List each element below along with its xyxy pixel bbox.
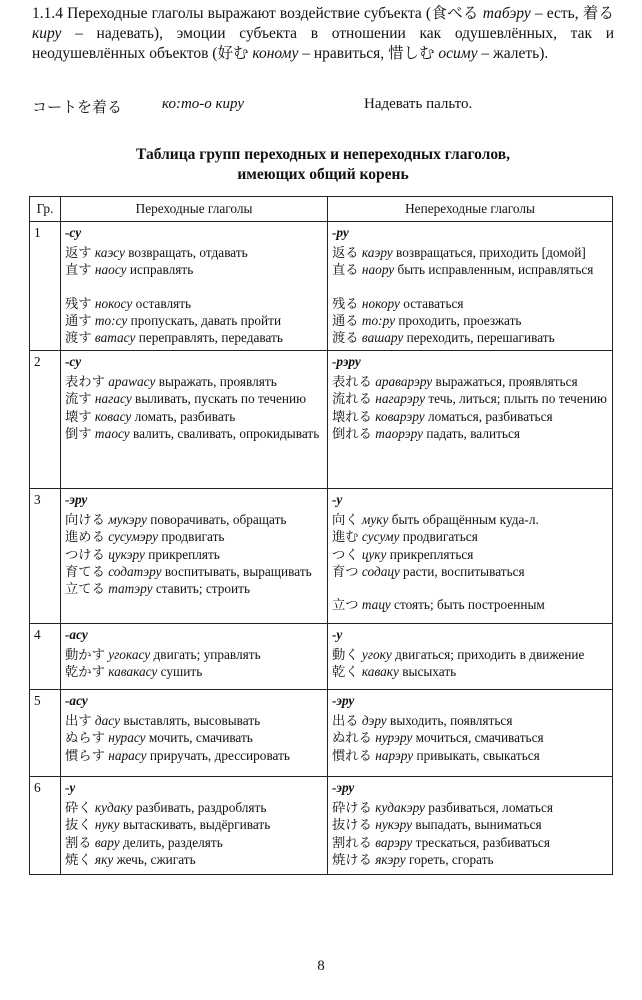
verb-japanese: 残る bbox=[332, 295, 359, 311]
verb-meaning: выражаться, проявляться bbox=[435, 374, 578, 390]
verb-suffix: -асу bbox=[65, 627, 88, 642]
table-row bbox=[30, 489, 613, 624]
verb-japanese: 直す bbox=[65, 262, 92, 278]
group-number: 2 bbox=[30, 351, 61, 489]
verb-entry bbox=[332, 408, 608, 425]
verb-japanese: 焼く bbox=[65, 851, 92, 867]
verb-suffix: -эру bbox=[65, 492, 88, 507]
verb-entry bbox=[332, 816, 608, 833]
verb-japanese: つく bbox=[332, 546, 359, 562]
verb-reading: нокосу bbox=[94, 295, 133, 311]
table-row bbox=[30, 351, 613, 489]
verb-japanese: 抜く bbox=[65, 817, 92, 833]
intransitive-cell bbox=[328, 222, 613, 351]
jp-word: 食べる bbox=[431, 5, 479, 22]
verb-entry bbox=[65, 646, 323, 663]
verb-japanese: 倒す bbox=[65, 425, 92, 441]
jp-word: 好む bbox=[217, 45, 249, 62]
verb-reading: нуку bbox=[94, 817, 120, 833]
verb-reading: таосу bbox=[94, 425, 130, 441]
verb-meaning: проходить, проезжать bbox=[398, 312, 522, 328]
verb-japanese: 壊れる bbox=[332, 408, 372, 424]
verb-reading: араwасу bbox=[108, 374, 156, 390]
section-number: 1.1.4 bbox=[32, 5, 63, 22]
verb-reading: кудаку bbox=[94, 800, 133, 816]
verb-japanese: 乾かす bbox=[65, 664, 105, 680]
verb-japanese: 表れる bbox=[332, 374, 372, 390]
group-number: 3 bbox=[30, 489, 61, 624]
verb-meaning: переправлять, передавать bbox=[138, 330, 283, 346]
verb-entry bbox=[65, 546, 323, 563]
verb-entry bbox=[332, 712, 608, 729]
verb-entry bbox=[65, 329, 323, 346]
verb-meaning: жечь, сжигать bbox=[116, 851, 196, 867]
verb-reading: угоку bbox=[361, 647, 392, 663]
verb-japanese: 動かす bbox=[65, 647, 105, 663]
verb-meaning: ставить; строить bbox=[155, 581, 251, 597]
verb-meaning: воспитывать, выращивать bbox=[164, 563, 312, 579]
verb-japanese: 出す bbox=[65, 713, 92, 729]
verb-meaning: ломать, разбивать bbox=[134, 408, 236, 424]
verb-reading: нурэру bbox=[375, 730, 413, 746]
table-row bbox=[30, 777, 613, 875]
verb-meaning: гореть, сгорать bbox=[409, 851, 494, 867]
verb-meaning: выходить, появляться bbox=[390, 713, 513, 729]
verb-meaning: сушить bbox=[160, 664, 203, 680]
verb-japanese: 渡す bbox=[65, 330, 92, 346]
intransitive-cell bbox=[328, 624, 613, 690]
verb-entry bbox=[65, 729, 323, 746]
verb-japanese: ぬれる bbox=[332, 730, 372, 746]
reading: киру bbox=[32, 25, 62, 42]
verb-meaning: разбиваться, ломаться bbox=[428, 800, 553, 816]
verb-meaning: исправлять bbox=[129, 262, 194, 278]
verb-meaning: выражать, проявлять bbox=[158, 374, 277, 390]
verb-meaning: двигать; управлять bbox=[153, 647, 261, 663]
verb-meaning: продвигаться bbox=[402, 529, 478, 545]
verb-entry bbox=[332, 747, 608, 764]
verb-reading: яку bbox=[94, 851, 114, 867]
verb-meaning: выпадать, выниматься bbox=[415, 817, 542, 833]
verb-japanese: 渡る bbox=[332, 330, 359, 346]
verb-meaning: выливать, пускать по течению bbox=[135, 391, 307, 407]
verb-reading: сусумэру bbox=[108, 529, 159, 545]
verb-meaning: расти, воспитываться bbox=[403, 563, 525, 579]
intransitive-cell bbox=[328, 489, 613, 624]
verb-reading: нарасу bbox=[108, 747, 147, 763]
verb-japanese: 倒れる bbox=[332, 425, 372, 441]
example-translation: Надевать пальто. bbox=[364, 96, 473, 112]
transitive-cell bbox=[61, 624, 328, 690]
verb-entry bbox=[332, 312, 608, 329]
verb-reading: кудакэру bbox=[375, 800, 425, 816]
verb-reading: дасу bbox=[94, 713, 121, 729]
verb-reading: тацу bbox=[361, 597, 391, 613]
verb-meaning: возвращаться, приходить [домой] bbox=[396, 245, 586, 261]
verb-meaning: прикрепляться bbox=[389, 546, 474, 562]
verb-japanese: 壊す bbox=[65, 408, 92, 424]
verb-entry bbox=[65, 747, 323, 764]
verb-entry bbox=[332, 646, 608, 663]
verb-japanese: つける bbox=[65, 546, 105, 562]
verb-reading: татэру bbox=[108, 581, 153, 597]
verb-suffix: -у bbox=[65, 780, 76, 795]
verb-reading: нокору bbox=[361, 295, 400, 311]
verb-entry bbox=[332, 834, 608, 851]
verb-meaning: выставлять, высовывать bbox=[123, 713, 261, 729]
verb-meaning: мочить, смачивать bbox=[148, 730, 253, 746]
verb-japanese: 割れる bbox=[332, 834, 372, 850]
verb-reading: нагасу bbox=[94, 391, 132, 407]
header-transitive: Переходные глаголы bbox=[61, 197, 328, 222]
group-number: 5 bbox=[30, 690, 61, 777]
verb-japanese: 割る bbox=[65, 834, 92, 850]
verb-entry bbox=[332, 390, 608, 407]
verb-entry bbox=[332, 329, 608, 346]
verb-entry bbox=[332, 546, 608, 563]
verb-entry bbox=[332, 596, 608, 613]
verb-japanese: 進める bbox=[65, 529, 105, 545]
verb-meaning: стоять; быть построенным bbox=[394, 597, 545, 613]
reading: осиму bbox=[438, 45, 478, 62]
verb-reading: сусуму bbox=[361, 529, 400, 545]
verb-entry bbox=[65, 712, 323, 729]
verb-meaning: оставаться bbox=[403, 295, 464, 311]
verb-entry bbox=[65, 663, 323, 680]
verb-meaning: оставлять bbox=[135, 295, 192, 311]
verb-entry bbox=[65, 373, 323, 390]
verb-reading: вашару bbox=[361, 330, 404, 346]
verb-japanese: 残す bbox=[65, 295, 92, 311]
transitive-cell bbox=[61, 222, 328, 351]
verb-japanese: 慣れる bbox=[332, 747, 372, 763]
verb-meaning: пропускать, давать пройти bbox=[130, 312, 282, 328]
verb-reading: ковасу bbox=[94, 408, 132, 424]
verb-entry bbox=[65, 528, 323, 545]
verb-japanese: 砕ける bbox=[332, 800, 372, 816]
verb-meaning: высыхать bbox=[402, 664, 457, 680]
intransitive-cell bbox=[328, 777, 613, 875]
verb-japanese: 立つ bbox=[332, 597, 359, 613]
verb-meaning: валить, сваливать, опрокидывать bbox=[133, 425, 320, 441]
verb-meaning: приручать, дрессировать bbox=[149, 747, 290, 763]
verb-reading: якэру bbox=[375, 851, 406, 867]
verb-reading: кавакасу bbox=[108, 664, 158, 680]
verb-japanese: 返る bbox=[332, 245, 359, 261]
verb-meaning: поворачивать, обращать bbox=[150, 512, 287, 528]
verb-reading: нагарэру bbox=[375, 391, 426, 407]
verb-reading: нурасу bbox=[108, 730, 146, 746]
verb-reading: наосу bbox=[94, 262, 127, 278]
verb-reading: нукэру bbox=[375, 817, 412, 833]
verb-entry bbox=[65, 511, 323, 528]
verb-reading: араварэру bbox=[375, 374, 433, 390]
verb-entry bbox=[65, 816, 323, 833]
verb-reading: каэру bbox=[361, 245, 393, 261]
verb-entry bbox=[332, 373, 608, 390]
verb-reading: нарэру bbox=[375, 747, 414, 763]
page-number: 8 bbox=[317, 958, 325, 974]
jp-word: 着る bbox=[582, 5, 614, 22]
verb-japanese: 動く bbox=[332, 647, 359, 663]
verb-suffix: -ру bbox=[332, 225, 349, 240]
verb-japanese: 流す bbox=[65, 391, 92, 407]
verb-entry bbox=[332, 261, 608, 278]
verb-entry bbox=[65, 580, 323, 597]
verb-entry bbox=[332, 425, 608, 442]
verb-meaning: падать, валиться bbox=[426, 425, 520, 441]
verb-japanese: 表わす bbox=[65, 374, 105, 390]
verb-reading: то:су bbox=[94, 312, 128, 328]
verb-entry bbox=[65, 244, 323, 261]
intro-paragraph: 1.1.4 Переходные глаголы выражают воздействие субъекта (食べる табэру – есть, 着る киру – надевать), эмоции субъекта в отношении как одушевлённых, так и неодушевлённых объектов (好む коному – нравиться, 惜しむ осиму – жалеть). bbox=[32, 5, 614, 62]
verb-japanese: 砕く bbox=[65, 800, 92, 816]
verb-reading: содацу bbox=[361, 563, 400, 579]
verb-japanese: 立てる bbox=[65, 581, 105, 597]
verb-entry bbox=[65, 425, 323, 442]
group-number: 4 bbox=[30, 624, 61, 690]
verb-suffix: -у bbox=[332, 492, 343, 507]
verb-reading: каэсу bbox=[94, 245, 125, 261]
table-row bbox=[30, 624, 613, 690]
verb-entry bbox=[332, 663, 608, 680]
verb-japanese: 通す bbox=[65, 312, 92, 328]
verb-groups-table bbox=[29, 196, 613, 875]
verb-japanese: 返す bbox=[65, 245, 92, 261]
verb-japanese: 向ける bbox=[65, 512, 105, 528]
header-group: Гр. bbox=[30, 197, 61, 222]
verb-meaning: ломаться, разбиваться bbox=[427, 408, 553, 424]
transitive-cell bbox=[61, 489, 328, 624]
jp-word: 惜しむ bbox=[388, 45, 435, 62]
verb-reading: содатэру bbox=[108, 563, 162, 579]
verb-entry bbox=[332, 528, 608, 545]
group-number: 6 bbox=[30, 777, 61, 875]
table-header-row bbox=[30, 197, 613, 222]
transitive-cell bbox=[61, 351, 328, 489]
verb-entry bbox=[65, 851, 323, 868]
verb-entry bbox=[332, 244, 608, 261]
verb-reading: ватасу bbox=[94, 330, 136, 346]
verb-meaning: быть исправленным, исправляться bbox=[397, 262, 594, 278]
verb-reading: угокасу bbox=[108, 647, 151, 663]
verb-entry bbox=[332, 851, 608, 868]
table-title: Таблица групп переходных и непереходных глаголов, имеющих общий корень bbox=[136, 146, 510, 183]
example-japanese: コートを着る bbox=[32, 100, 123, 116]
verb-meaning: трескаться, разбиваться bbox=[415, 834, 550, 850]
verb-meaning: двигаться; приходить в движение bbox=[395, 647, 585, 663]
verb-meaning: возвращать, отдавать bbox=[128, 245, 248, 261]
group-number: 1 bbox=[30, 222, 61, 351]
verb-japanese: 通る bbox=[332, 312, 359, 328]
verb-entry bbox=[332, 511, 608, 528]
verb-reading: дэру bbox=[361, 713, 387, 729]
verb-japanese: 抜ける bbox=[332, 817, 372, 833]
verb-japanese: 育てる bbox=[65, 563, 105, 579]
verb-japanese: 向く bbox=[332, 512, 359, 528]
transitive-cell bbox=[61, 777, 328, 875]
verb-suffix: -эру bbox=[332, 780, 355, 795]
table-row bbox=[30, 690, 613, 777]
verb-reading: таорэру bbox=[375, 425, 423, 441]
verb-japanese: 直る bbox=[332, 262, 359, 278]
transitive-cell bbox=[61, 690, 328, 777]
verb-japanese: 流れる bbox=[332, 391, 372, 407]
verb-japanese: 出る bbox=[332, 713, 359, 729]
intransitive-cell bbox=[328, 351, 613, 489]
verb-japanese: ぬらす bbox=[65, 730, 105, 746]
verb-meaning: привыкать, свыкаться bbox=[416, 747, 540, 763]
verb-meaning: переходить, перешагивать bbox=[406, 330, 555, 346]
verb-meaning: разбивать, раздроблять bbox=[135, 800, 267, 816]
verb-entry bbox=[332, 563, 608, 580]
reading: табэру bbox=[482, 5, 531, 22]
verb-entry bbox=[65, 799, 323, 816]
verb-meaning: мочиться, смачиваться bbox=[415, 730, 544, 746]
verb-suffix: -су bbox=[65, 354, 82, 369]
table-body bbox=[30, 222, 613, 875]
verb-reading: каваку bbox=[361, 664, 399, 680]
verb-reading: то:ру bbox=[361, 312, 395, 328]
verb-suffix: -асу bbox=[65, 693, 88, 708]
verb-meaning: прикреплять bbox=[148, 546, 220, 562]
verb-entry bbox=[332, 729, 608, 746]
verb-entry bbox=[65, 834, 323, 851]
verb-reading: коварэру bbox=[375, 408, 425, 424]
verb-reading: вару bbox=[94, 834, 120, 850]
verb-entry bbox=[65, 295, 323, 312]
verb-reading: варэру bbox=[375, 834, 413, 850]
header-intransitive: Непереходные глаголы bbox=[328, 197, 613, 222]
verb-japanese: 育つ bbox=[332, 563, 359, 579]
verb-reading: наору bbox=[361, 262, 395, 278]
example-sentence bbox=[32, 96, 614, 118]
verb-japanese: 乾く bbox=[332, 664, 359, 680]
verb-reading: цукэру bbox=[108, 546, 145, 562]
verb-reading: муку bbox=[361, 512, 389, 528]
verb-entry bbox=[65, 408, 323, 425]
reading: коному bbox=[252, 45, 299, 62]
verb-reading: цуку bbox=[361, 546, 387, 562]
verb-meaning: продвигать bbox=[161, 529, 225, 545]
verb-entry bbox=[65, 390, 323, 407]
verb-meaning: быть обращённым куда-л. bbox=[391, 512, 539, 528]
verb-meaning: течь, литься; плыть по течению bbox=[428, 391, 607, 407]
table-row bbox=[30, 222, 613, 351]
verb-suffix: -су bbox=[65, 225, 82, 240]
verb-entry bbox=[65, 563, 323, 580]
verb-japanese: 慣らす bbox=[65, 747, 105, 763]
verb-meaning: вытаскивать, выдёргивать bbox=[122, 817, 271, 833]
intransitive-cell bbox=[328, 690, 613, 777]
verb-suffix: -у bbox=[332, 627, 343, 642]
example-reading: ко:то-о киру bbox=[162, 96, 244, 112]
verb-suffix: -эру bbox=[332, 693, 355, 708]
verb-reading: мукэру bbox=[108, 512, 147, 528]
verb-suffix: -рэру bbox=[332, 354, 361, 369]
verb-japanese: 焼ける bbox=[332, 851, 372, 867]
verb-entry bbox=[65, 312, 323, 329]
verb-japanese: 進む bbox=[332, 529, 359, 545]
verb-meaning: делить, разделять bbox=[122, 834, 223, 850]
verb-entry bbox=[65, 261, 323, 278]
verb-entry bbox=[332, 295, 608, 312]
verb-entry bbox=[332, 799, 608, 816]
